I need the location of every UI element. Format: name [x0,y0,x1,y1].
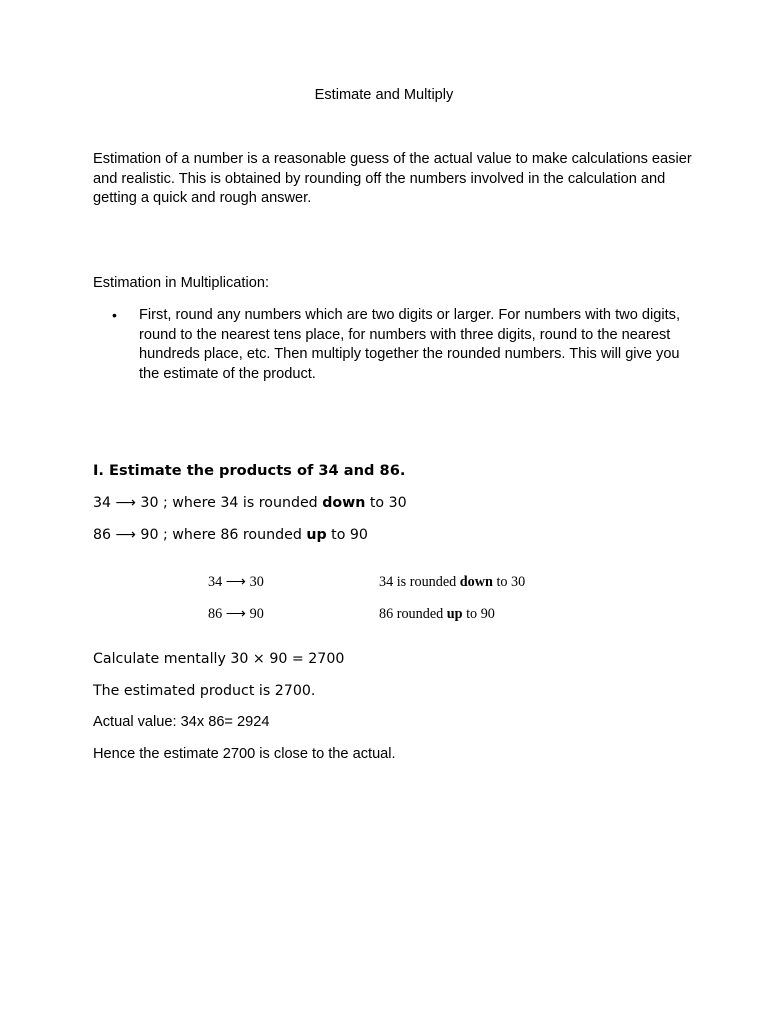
rounding-line-1-bold: down [322,495,366,511]
rounding-line-1 [93,495,407,511]
conclusion-line: Hence the estimate 2700 is close to the actual. [93,746,396,762]
intro-paragraph: Estimation of a number is a reasonable guess of the actual value to make calculations easier and realistic. This is obtained by rounding off the numbers involved in the calculation and getting a quick and rough answer. [93,151,692,207]
rounding-line-1-post: to 30 [365,495,407,511]
rounding-line-2 [93,527,368,543]
section-label: Estimation in Multiplication: [93,275,270,291]
table-row-2-left: 86 ⟶ 90 [208,606,264,622]
table-row-2-right [379,606,495,623]
table-row-1-pre: 34 is rounded [379,574,460,590]
rounding-line-2-post: to 90 [326,527,368,543]
table-row-1-left: 34 ⟶ 30 [208,574,264,590]
table-row-2-bold: up [446,606,463,622]
table-row-2-post: to 90 [462,606,495,622]
list-item: First, round any numbers which are two digits or larger. For numbers with two digits, round to the nearest tens place, for numbers with three digits, round to the nearest hundreds place, etc. Then multiply together the rounded numbers. This will give you the estimate of the product. [139,307,680,382]
bullet-dot-icon: • [112,307,117,323]
table-row-1-bold: down [459,574,493,590]
rounding-line-2-bold: up [306,527,327,543]
rounding-line-1-pre: 34 ⟶ 30 ; where 34 is rounded [93,495,323,511]
estimated-product-line: The estimated product is 2700. [93,683,316,699]
table-row-1-right [379,574,525,591]
page-title: Estimate and Multiply [314,87,454,103]
table-row-1-post: to 30 [492,574,526,590]
table-row-2-pre: 86 rounded [379,606,447,622]
actual-value-line: Actual value: 34x 86= 2924 [93,714,270,730]
example-heading: I. Estimate the products of 34 and 86. [93,462,406,479]
rounding-line-2-pre: 86 ⟶ 90 ; where 86 rounded [93,527,307,543]
calculation-line: Calculate mentally 30 × 90 = 2700 [93,651,345,667]
